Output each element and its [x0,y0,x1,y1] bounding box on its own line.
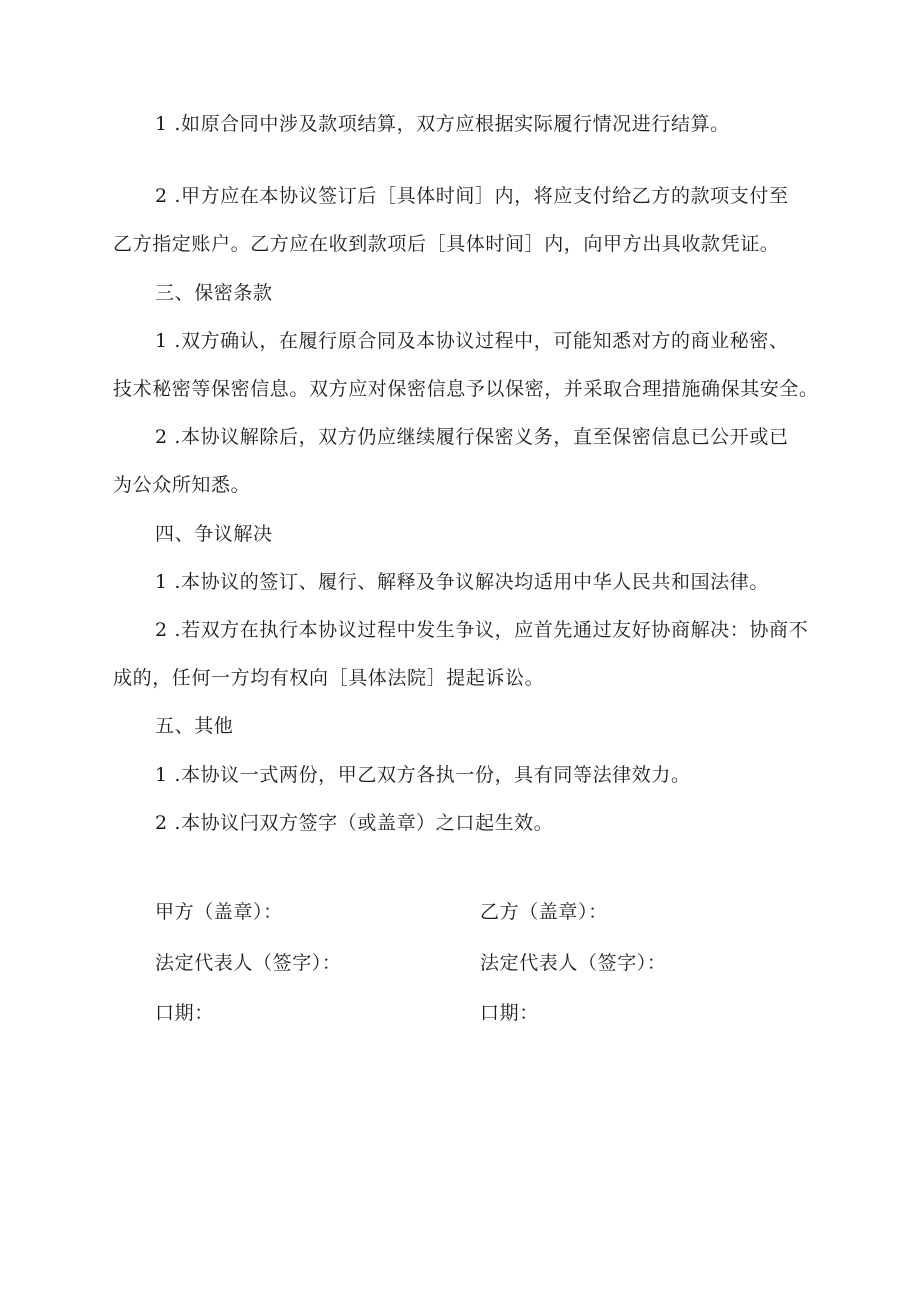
payment-item-2-line-2: 乙方指定账户。乙方应在收到款项后［具体时间］内，向甲方出具收款凭证。 [113,233,780,255]
party-a-date-label: 口期： [155,1002,214,1024]
dispute-item-2-line-2: 成的，任何一方均有权向［具体法院］提起诉讼。 [113,667,545,689]
party-b-date-label: 口期： [480,1002,539,1024]
other-heading: 五、其他 [155,715,234,737]
dispute-item-2-line-1: 2 .若双方在执行本协议过程中发生争议，应首先通过友好协商解决：协商不 [155,619,809,641]
party-b-seal-label: 乙方（盖章）： [480,901,608,923]
party-a-representative-label: 法定代表人（签字）： [155,952,342,974]
confidentiality-item-2-line-2: 为公众所知悉。 [113,474,251,496]
confidentiality-item-2-line-1: 2 .本协议解除后，双方仍应继续履行保密义务，直至保密信息已公开或已 [155,426,789,448]
party-a-seal-label: 甲方（盖章）： [155,901,283,923]
confidentiality-item-1-line-2: 技术秘密等保密信息。双方应对保密信息予以保密，并采取合理措施确保其安全。 [113,378,819,400]
other-item-1: 1 .本协议一式两份，甲乙双方各执一份，具有同等法律效力。 [155,764,691,786]
payment-item-1: 1 .如原合同中涉及款项结算，双方应根据实际履行情况进行结算。 [155,113,730,135]
other-item-2: 2 .本协议闩双方签字（或盖章）之口起生效。 [155,812,554,834]
payment-item-2-line-1: 2 .甲方应在本协议签订后［具体时间］内，将应支付给乙方的款项支付至 [155,185,789,207]
dispute-heading: 四、争议解决 [155,523,273,545]
confidentiality-item-1-line-1: 1 .双方确认，在履行原合同及本协议过程中，可能知悉对方的商业秘密、 [155,330,789,352]
confidentiality-heading: 三、保密条款 [155,282,273,304]
dispute-item-1: 1 .本协议的签订、履行、解释及争议解决均适用中华人民共和国法律。 [155,571,769,593]
party-b-representative-label: 法定代表人（签字）： [480,952,667,974]
